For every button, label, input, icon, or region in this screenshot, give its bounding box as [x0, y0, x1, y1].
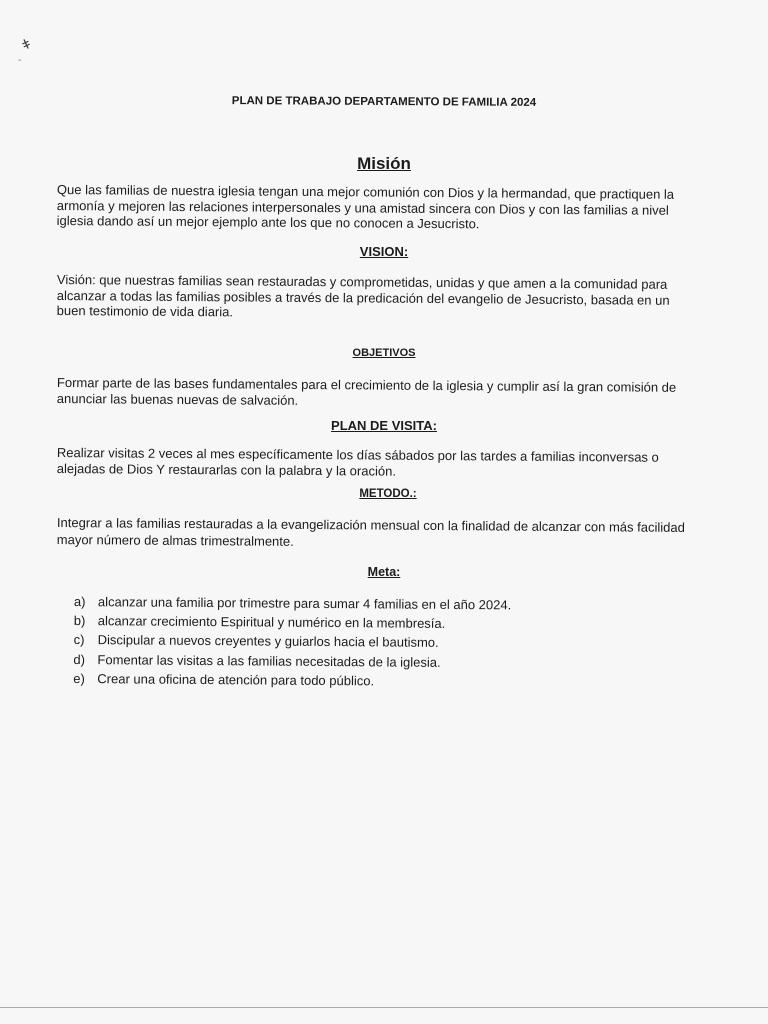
document-title: PLAN DE TRABAJO DEPARTAMENTO DE FAMILIA 2024	[231, 95, 537, 109]
list-marker: e)	[73, 670, 85, 686]
heading-objetivos: OBJETIVOS	[352, 347, 416, 359]
heading-meta: Meta:	[367, 565, 401, 579]
paragraph-plan-visita: Realizar visitas 2 veces al mes específicamente los días sábados por las tardes a familias inconversas o alejadas de Dios Y restaurarlas con la palabra y la oración.	[56, 445, 659, 479]
list-item-text: alcanzar una familia por trimestre para sumar 4 familias en el año 2024.	[97, 594, 512, 613]
heading-mision: Misión	[357, 154, 411, 173]
heading-metodo: METODO.:	[359, 488, 417, 500]
paragraph-metodo: Integrar a las familias restauradas a la evangelización mensual con la finalidad de alcanzar con más facilidad mayor número de almas trimestralmente.	[56, 514, 685, 549]
heading-vision: VISION:	[359, 244, 409, 259]
list-marker: b)	[73, 613, 86, 629]
list-marker: d)	[73, 651, 86, 667]
paragraph-mision: Que las familias de nuestra iglesia tengan una mejor comunión con Dios y la hermandad, que practiquen la armonía y mejoren las relaciones interpersonales y una amistad sincera con Dios y con las familias a nivel iglesia dando así un mejor ejemplo ante los que no conocen a Jesucristo.	[56, 182, 675, 232]
meta-list	[73, 592, 694, 693]
paragraph-objetivos: Formar parte de las bases fundamentales para el crecimiento de la iglesia y cumplir así la gran comisión de anunciar las buenas nuevas de salvación.	[56, 375, 677, 408]
list-marker: a)	[73, 593, 86, 610]
list-item	[73, 669, 693, 693]
pen-mark-dot: -	[18, 55, 22, 66]
list-item-text: Fomentar las visitas a las familias necesitadas de la iglesia.	[97, 651, 441, 670]
heading-plan-visita: PLAN DE VISITA:	[331, 418, 437, 433]
list-item-text: Crear una oficina de atención para todo público.	[97, 670, 375, 689]
list-marker: c)	[73, 632, 85, 648]
page-bottom-edge	[0, 1007, 768, 1008]
pen-mark: ǂ	[19, 35, 34, 53]
paragraph-vision: Visión: que nuestras familias sean restauradas y comprometidas, unidas y que amen a la comunidad para alcanzar a todas las familias posibles a través de la predicación del evangelio de Jesucristo, basada en un buen testimonio de vida diaria.	[56, 272, 670, 320]
list-item-text: Discipular a nuevos creyentes y guiarlos hacia el bautismo.	[97, 632, 439, 651]
list-item-text: alcanzar crecimiento Espiritual y numérico en la membresía.	[97, 613, 446, 632]
